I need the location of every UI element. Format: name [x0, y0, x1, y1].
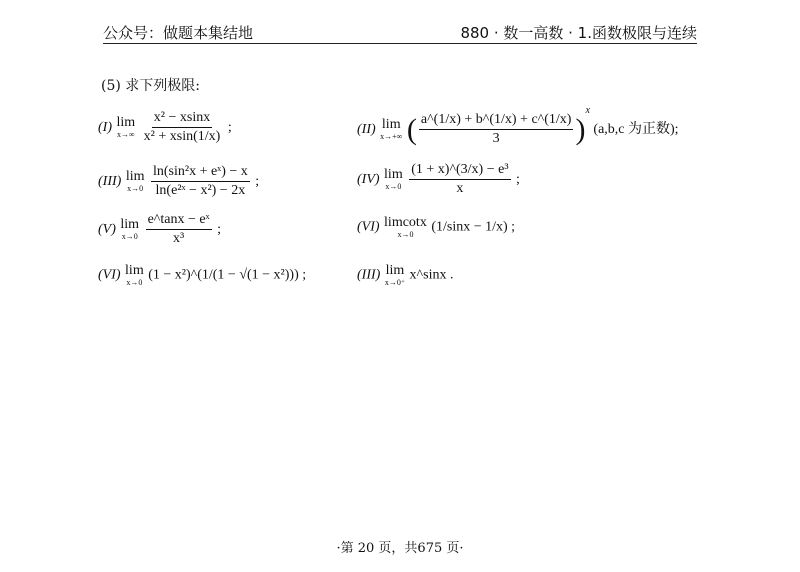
- limit-operator: [385, 264, 405, 287]
- expression: (1/sinx − 1/x): [431, 219, 508, 235]
- lim-subscript: x→0: [397, 230, 414, 239]
- right-paren: ): [575, 112, 586, 146]
- problem-label: (IV): [357, 171, 380, 187]
- fraction: [142, 110, 223, 145]
- tail-text: (a,b,c 为正数);: [593, 122, 679, 137]
- lim-subscript: x→0: [127, 184, 144, 194]
- header-rule: [103, 43, 697, 44]
- problem-3: [98, 164, 259, 199]
- denominator: x: [456, 181, 464, 197]
- problem-label: (V): [98, 221, 116, 237]
- page-footer: ·第 20 页，共675 页·: [336, 541, 464, 556]
- tail-text: ;: [255, 173, 260, 189]
- limit-operator: [126, 170, 145, 193]
- problem-1: [98, 110, 232, 145]
- lim-word: limcotx: [384, 215, 427, 230]
- problem-intro: (5) 求下列极限:: [101, 78, 200, 94]
- limit-operator: [380, 118, 402, 141]
- fraction: [146, 212, 212, 247]
- tail-text: ;: [227, 119, 232, 135]
- expression: (1 − x²)^(1/(1 − √(1 − x²))): [148, 267, 299, 283]
- problem-8: [357, 264, 453, 287]
- limit-operator: [384, 168, 403, 191]
- problem-label: (VI): [98, 267, 121, 283]
- fraction: [409, 162, 510, 197]
- denominator: x³: [172, 231, 185, 247]
- tail-text: ;: [511, 219, 516, 235]
- lim-subscript: x→0⁺: [384, 278, 406, 287]
- limit-operator: [120, 218, 139, 241]
- numerator: a^(1/x) + b^(1/x) + c^(1/x): [419, 112, 574, 130]
- problem-label: (III): [357, 267, 381, 283]
- fraction: [419, 112, 574, 147]
- denominator: ln(e²ˣ − x²) − 2x: [155, 183, 246, 199]
- problem-label: (III): [98, 173, 122, 189]
- lim-word: lim: [125, 169, 145, 185]
- header-left-text: 公众号：做题本集结地: [103, 24, 254, 42]
- fraction: [151, 164, 250, 199]
- left-paren: (: [406, 112, 417, 146]
- denominator: 3: [492, 131, 500, 147]
- lim-subscript: x→0: [121, 232, 138, 242]
- exponent: x: [585, 105, 590, 116]
- tail-text: ;: [217, 221, 221, 237]
- tail-text: ;: [516, 171, 520, 187]
- problem-7: [98, 264, 306, 287]
- problem-2: [357, 105, 679, 147]
- tail-text: ;: [302, 267, 307, 283]
- expression: x^sinx: [409, 267, 447, 283]
- limit-operator: [384, 216, 427, 239]
- limit-operator: [125, 264, 144, 287]
- problem-label: (II): [357, 122, 376, 137]
- numerator: e^tanx − eˣ: [146, 212, 212, 230]
- lim-subscript: x→∞: [116, 130, 135, 140]
- lim-subscript: x→0: [385, 182, 402, 192]
- problem-label: (VI): [357, 219, 380, 235]
- header-right-text: 880 · 数一高数 · 1.函数极限与连续: [460, 24, 697, 42]
- lim-subscript: x→+∞: [380, 132, 403, 142]
- numerator: (1 + x)^(3/x) − e³: [409, 162, 510, 180]
- lim-word: lim: [120, 217, 140, 233]
- lim-word: lim: [381, 117, 401, 133]
- tail-text: .: [449, 267, 454, 283]
- lim-subscript: x→0: [126, 278, 143, 287]
- numerator: x² − xsinx: [152, 110, 212, 128]
- problem-5: [98, 212, 221, 247]
- page-header: [103, 18, 697, 44]
- problem-4: [357, 162, 520, 197]
- denominator: x² + xsin(1/x): [143, 129, 221, 145]
- lim-word: lim: [384, 167, 403, 183]
- limit-operator: [117, 116, 136, 139]
- problem-6: [357, 216, 515, 239]
- lim-word: lim: [125, 263, 144, 278]
- lim-word: lim: [385, 263, 405, 278]
- numerator: ln(sin²x + eˣ) − x: [151, 164, 250, 182]
- problem-label: (I): [98, 119, 112, 135]
- lim-word: lim: [116, 115, 136, 131]
